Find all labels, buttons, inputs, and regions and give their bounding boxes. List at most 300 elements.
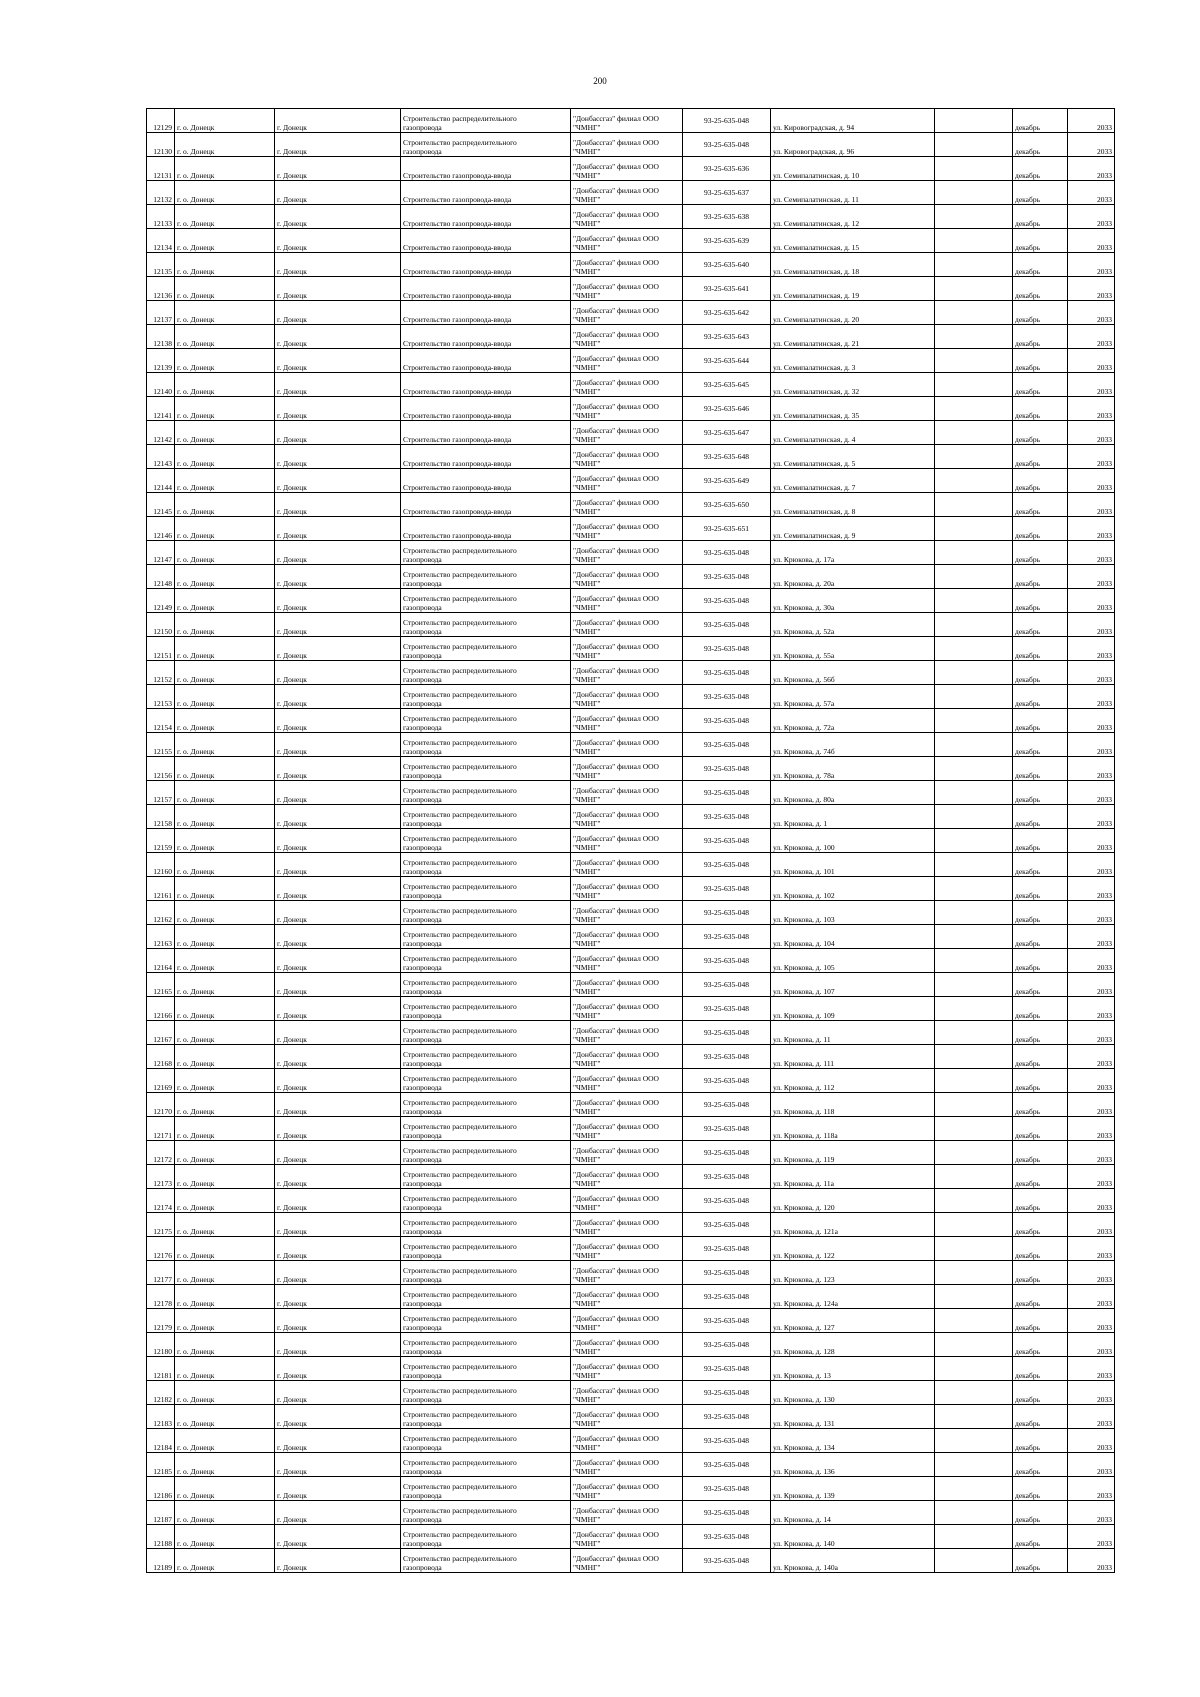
note-cell — [935, 1501, 1013, 1525]
year-cell: 2033 — [1068, 1261, 1115, 1285]
organization-cell — [571, 997, 683, 1021]
row-number-cell: 12157 — [147, 781, 175, 805]
year-cell: 2033 — [1068, 1453, 1115, 1477]
territory-cell: г. о. Донецк — [175, 1309, 275, 1333]
work-type-line: Строительство распределительного — [403, 1290, 517, 1299]
organization-line: "ЧМНГ" — [573, 1131, 601, 1140]
row-number-cell: 12187 — [147, 1501, 175, 1525]
organization-line: "Донбассгаз" филиал ООО — [573, 138, 659, 147]
organization-line: "ЧМНГ" — [573, 1419, 601, 1428]
organization-cell — [571, 277, 683, 301]
month-cell: декабрь — [1013, 637, 1068, 661]
territory-cell: г. о. Донецк — [175, 1381, 275, 1405]
year-cell: 2033 — [1068, 589, 1115, 613]
work-type-line: Строительство газопровода-ввода — [403, 267, 512, 276]
year-cell: 2033 — [1068, 1405, 1115, 1429]
organization-line: "ЧМНГ" — [573, 819, 601, 828]
code-cell: 93-25-635-048 — [683, 1237, 771, 1261]
organization-line: "Донбассгаз" филиал ООО — [573, 714, 659, 723]
work-type-line: газопровода — [403, 1035, 442, 1044]
organization-line: "ЧМНГ" — [573, 1347, 601, 1356]
row-number-cell: 12133 — [147, 205, 175, 229]
month-cell: декабрь — [1013, 685, 1068, 709]
table-row — [147, 1045, 1115, 1069]
work-type-line: Строительство распределительного — [403, 738, 517, 747]
locality-cell: г. Донецк — [275, 349, 401, 373]
year-cell: 2033 — [1068, 781, 1115, 805]
organization-cell — [571, 1285, 683, 1309]
locality-cell: г. Донецк — [275, 205, 401, 229]
row-number-cell: 12166 — [147, 997, 175, 1021]
code-cell: 93-25-635-048 — [683, 1309, 771, 1333]
address-cell: ул. Семипалатинская, д. 15 — [771, 229, 935, 253]
locality-cell: г. Донецк — [275, 1117, 401, 1141]
organization-line: "Донбассгаз" филиал ООО — [573, 234, 659, 243]
row-number-cell: 12159 — [147, 829, 175, 853]
work-type-line: газопровода — [403, 1419, 442, 1428]
row-number-cell: 12173 — [147, 1165, 175, 1189]
territory-cell: г. о. Донецк — [175, 445, 275, 469]
organization-cell — [571, 661, 683, 685]
work-type-line: газопровода — [403, 603, 442, 612]
row-number-cell: 12131 — [147, 157, 175, 181]
organization-line: "ЧМНГ" — [573, 699, 601, 708]
note-cell — [935, 229, 1013, 253]
address-cell: ул. Крюкова, д. 119 — [771, 1141, 935, 1165]
work-type-cell — [401, 901, 571, 925]
row-number-cell: 12134 — [147, 229, 175, 253]
work-type-cell — [401, 1021, 571, 1045]
organization-line: "Донбассгаз" филиал ООО — [573, 930, 659, 939]
territory-cell: г. о. Донецк — [175, 853, 275, 877]
note-cell — [935, 877, 1013, 901]
table-row — [147, 1021, 1115, 1045]
organization-line: "ЧМНГ" — [573, 987, 601, 996]
note-cell — [935, 133, 1013, 157]
row-number-cell: 12181 — [147, 1357, 175, 1381]
work-type-line: газопровода — [403, 1563, 442, 1572]
code-cell: 93-25-635-048 — [683, 901, 771, 925]
territory-cell: г. о. Донецк — [175, 1261, 275, 1285]
work-type-line: Строительство распределительного — [403, 642, 517, 651]
code-cell: 93-25-635-048 — [683, 781, 771, 805]
address-cell: ул. Крюкова, д. 124а — [771, 1285, 935, 1309]
code-cell: 93-25-635-048 — [683, 1501, 771, 1525]
work-type-cell — [401, 1501, 571, 1525]
organization-line: "ЧМНГ" — [573, 579, 601, 588]
locality-cell: г. Донецк — [275, 1213, 401, 1237]
row-number-cell: 12154 — [147, 709, 175, 733]
work-type-cell — [401, 877, 571, 901]
table-row — [147, 685, 1115, 709]
organization-cell — [571, 1309, 683, 1333]
address-cell: ул. Крюкова, д. 118а — [771, 1117, 935, 1141]
work-type-line: Строительство распределительного — [403, 1194, 517, 1203]
organization-cell — [571, 1501, 683, 1525]
organization-line: "Донбассгаз" филиал ООО — [573, 1530, 659, 1539]
organization-line: "Донбассгаз" филиал ООО — [573, 834, 659, 843]
note-cell — [935, 829, 1013, 853]
organization-line: "ЧМНГ" — [573, 219, 601, 228]
organization-cell — [571, 1021, 683, 1045]
work-type-cell — [401, 325, 571, 349]
note-cell — [935, 949, 1013, 973]
locality-cell: г. Донецк — [275, 709, 401, 733]
note-cell — [935, 1453, 1013, 1477]
organization-cell — [571, 973, 683, 997]
work-type-line: газопровода — [403, 1179, 442, 1188]
note-cell — [935, 709, 1013, 733]
work-type-line: газопровода — [403, 843, 442, 852]
row-number-cell: 12147 — [147, 541, 175, 565]
work-type-line: Строительство газопровода-ввода — [403, 411, 512, 420]
month-cell: декабрь — [1013, 229, 1068, 253]
code-cell: 93-25-635-638 — [683, 205, 771, 229]
organization-line: "ЧМНГ" — [573, 1467, 601, 1476]
month-cell: декабрь — [1013, 1261, 1068, 1285]
organization-line: "Донбассгаз" филиал ООО — [573, 1386, 659, 1395]
work-type-line: Строительство распределительного — [403, 1458, 517, 1467]
work-type-cell — [401, 1069, 571, 1093]
organization-cell — [571, 1429, 683, 1453]
organization-cell — [571, 301, 683, 325]
month-cell: декабрь — [1013, 661, 1068, 685]
month-cell: декабрь — [1013, 157, 1068, 181]
code-cell: 93-25-635-048 — [683, 1189, 771, 1213]
month-cell: декабрь — [1013, 1405, 1068, 1429]
organization-line: "Донбассгаз" филиал ООО — [573, 1146, 659, 1155]
organization-cell — [571, 1045, 683, 1069]
work-type-cell — [401, 1525, 571, 1549]
territory-cell: г. о. Донецк — [175, 1429, 275, 1453]
code-cell: 93-25-635-650 — [683, 493, 771, 517]
organization-cell — [571, 829, 683, 853]
work-type-cell — [401, 1261, 571, 1285]
work-type-cell — [401, 421, 571, 445]
locality-cell: г. Донецк — [275, 1165, 401, 1189]
locality-cell: г. Донецк — [275, 325, 401, 349]
work-type-cell — [401, 613, 571, 637]
organization-cell — [571, 541, 683, 565]
table-row — [147, 613, 1115, 637]
organization-line: "Донбассгаз" филиал ООО — [573, 906, 659, 915]
work-type-line: газопровода — [403, 795, 442, 804]
work-type-line: Строительство распределительного — [403, 1338, 517, 1347]
year-cell: 2033 — [1068, 733, 1115, 757]
organization-line: "Донбассгаз" филиал ООО — [573, 186, 659, 195]
locality-cell: г. Донецк — [275, 1381, 401, 1405]
organization-line: "ЧМНГ" — [573, 1443, 601, 1452]
table-row — [147, 469, 1115, 493]
organization-line: "Донбассгаз" филиал ООО — [573, 954, 659, 963]
code-cell: 93-25-635-048 — [683, 1285, 771, 1309]
organization-line: "ЧМНГ" — [573, 195, 601, 204]
work-type-cell — [401, 229, 571, 253]
work-type-cell — [401, 445, 571, 469]
address-cell: ул. Семипалатинская, д. 5 — [771, 445, 935, 469]
work-type-cell — [401, 1093, 571, 1117]
work-type-cell — [401, 541, 571, 565]
code-cell: 93-25-635-048 — [683, 1117, 771, 1141]
organization-cell — [571, 1141, 683, 1165]
table-row — [147, 277, 1115, 301]
organization-line: "ЧМНГ" — [573, 411, 601, 420]
table-row — [147, 133, 1115, 157]
territory-cell: г. о. Донецк — [175, 685, 275, 709]
row-number-cell: 12139 — [147, 349, 175, 373]
code-cell: 93-25-635-048 — [683, 853, 771, 877]
work-type-line: Строительство распределительного — [403, 882, 517, 891]
note-cell — [935, 1189, 1013, 1213]
code-cell: 93-25-635-048 — [683, 1405, 771, 1429]
code-cell: 93-25-635-646 — [683, 397, 771, 421]
territory-cell: г. о. Донецк — [175, 613, 275, 637]
address-cell: ул. Крюкова, д. 13 — [771, 1357, 935, 1381]
row-number-cell: 12138 — [147, 325, 175, 349]
work-type-line: Строительство распределительного — [403, 1386, 517, 1395]
note-cell — [935, 565, 1013, 589]
month-cell: декабрь — [1013, 181, 1068, 205]
locality-cell: г. Донецк — [275, 253, 401, 277]
row-number-cell: 12188 — [147, 1525, 175, 1549]
work-type-cell — [401, 205, 571, 229]
note-cell — [935, 253, 1013, 277]
organization-cell — [571, 685, 683, 709]
organization-line: "ЧМНГ" — [573, 123, 601, 132]
address-cell: ул. Крюкова, д. 102 — [771, 877, 935, 901]
month-cell: декабрь — [1013, 973, 1068, 997]
locality-cell: г. Донецк — [275, 589, 401, 613]
work-type-line: газопровода — [403, 1299, 442, 1308]
work-type-cell — [401, 517, 571, 541]
row-number-cell: 12163 — [147, 925, 175, 949]
year-cell: 2033 — [1068, 1429, 1115, 1453]
organization-line: "Донбассгаз" филиал ООО — [573, 282, 659, 291]
note-cell — [935, 685, 1013, 709]
month-cell: декабрь — [1013, 445, 1068, 469]
address-cell: ул. Крюкова, д. 55а — [771, 637, 935, 661]
address-cell: ул. Крюкова, д. 120 — [771, 1189, 935, 1213]
work-type-line: газопровода — [403, 123, 442, 132]
work-type-line: Строительство распределительного — [403, 114, 517, 123]
work-type-line: Строительство распределительного — [403, 1122, 517, 1131]
work-type-cell — [401, 925, 571, 949]
address-cell: ул. Крюкова, д. 100 — [771, 829, 935, 853]
organization-line: "Донбассгаз" филиал ООО — [573, 1410, 659, 1419]
organization-line: "Донбассгаз" филиал ООО — [573, 306, 659, 315]
note-cell — [935, 277, 1013, 301]
work-type-cell — [401, 733, 571, 757]
year-cell: 2033 — [1068, 1549, 1115, 1573]
organization-line: "ЧМНГ" — [573, 1323, 601, 1332]
address-cell: ул. Крюкова, д. 122 — [771, 1237, 935, 1261]
code-cell: 93-25-635-643 — [683, 325, 771, 349]
table-row — [147, 1117, 1115, 1141]
organization-line: "ЧМНГ" — [573, 1203, 601, 1212]
locality-cell: г. Донецк — [275, 637, 401, 661]
organization-line: "Донбассгаз" филиал ООО — [573, 114, 659, 123]
work-type-cell — [401, 589, 571, 613]
note-cell — [935, 733, 1013, 757]
month-cell: декабрь — [1013, 1549, 1068, 1573]
row-number-cell: 12141 — [147, 397, 175, 421]
locality-cell: г. Донецк — [275, 1453, 401, 1477]
year-cell: 2033 — [1068, 901, 1115, 925]
note-cell — [935, 1093, 1013, 1117]
territory-cell: г. о. Донецк — [175, 901, 275, 925]
work-type-line: Строительство газопровода-ввода — [403, 387, 512, 396]
organization-line: "ЧМНГ" — [573, 1491, 601, 1500]
month-cell: декабрь — [1013, 589, 1068, 613]
locality-cell: г. Донецк — [275, 445, 401, 469]
organization-line: "ЧМНГ" — [573, 459, 601, 468]
territory-cell: г. о. Донецк — [175, 565, 275, 589]
organization-line: "Донбассгаз" филиал ООО — [573, 594, 659, 603]
territory-cell: г. о. Донецк — [175, 1501, 275, 1525]
code-cell: 93-25-635-048 — [683, 949, 771, 973]
territory-cell: г. о. Донецк — [175, 1165, 275, 1189]
month-cell: декабрь — [1013, 1165, 1068, 1189]
work-type-line: Строительство распределительного — [403, 930, 517, 939]
row-number-cell: 12172 — [147, 1141, 175, 1165]
work-type-cell — [401, 1237, 571, 1261]
organization-cell — [571, 1165, 683, 1189]
table-row — [147, 421, 1115, 445]
year-cell: 2033 — [1068, 1477, 1115, 1501]
organization-line: "ЧМНГ" — [573, 291, 601, 300]
work-type-cell — [401, 349, 571, 373]
note-cell — [935, 181, 1013, 205]
territory-cell: г. о. Донецк — [175, 1141, 275, 1165]
table-row — [147, 1261, 1115, 1285]
row-number-cell: 12153 — [147, 685, 175, 709]
locality-cell: г. Донецк — [275, 973, 401, 997]
row-number-cell: 12178 — [147, 1285, 175, 1309]
table-row — [147, 565, 1115, 589]
address-cell: ул. Крюкова, д. 134 — [771, 1429, 935, 1453]
year-cell: 2033 — [1068, 301, 1115, 325]
table-row — [147, 1237, 1115, 1261]
work-type-cell — [401, 1141, 571, 1165]
organization-line: "ЧМНГ" — [573, 939, 601, 948]
organization-cell — [571, 1381, 683, 1405]
organization-cell — [571, 109, 683, 133]
work-type-line: Строительство распределительного — [403, 954, 517, 963]
work-type-cell — [401, 1453, 571, 1477]
work-type-line: Строительство распределительного — [403, 594, 517, 603]
code-cell: 93-25-635-048 — [683, 1381, 771, 1405]
code-cell: 93-25-635-048 — [683, 1069, 771, 1093]
organization-line: "Донбассгаз" филиал ООО — [573, 330, 659, 339]
organization-line: "ЧМНГ" — [573, 1107, 601, 1116]
organization-line: "Донбассгаз" филиал ООО — [573, 1506, 659, 1515]
work-type-cell — [401, 1429, 571, 1453]
organization-cell — [571, 493, 683, 517]
year-cell: 2033 — [1068, 1237, 1115, 1261]
work-type-line: газопровода — [403, 1227, 442, 1236]
address-cell: ул. Крюкова, д. 30а — [771, 589, 935, 613]
territory-cell: г. о. Донецк — [175, 541, 275, 565]
territory-cell: г. о. Донецк — [175, 469, 275, 493]
locality-cell: г. Донецк — [275, 949, 401, 973]
territory-cell: г. о. Донецк — [175, 1093, 275, 1117]
month-cell: декабрь — [1013, 493, 1068, 517]
organization-cell — [571, 757, 683, 781]
locality-cell: г. Донецк — [275, 1501, 401, 1525]
code-cell: 93-25-635-636 — [683, 157, 771, 181]
year-cell: 2033 — [1068, 349, 1115, 373]
row-number-cell: 12168 — [147, 1045, 175, 1069]
year-cell: 2033 — [1068, 877, 1115, 901]
address-cell: ул. Крюкова, д. 11 — [771, 1021, 935, 1045]
table-row — [147, 1189, 1115, 1213]
work-type-line: газопровода — [403, 1443, 442, 1452]
code-cell: 93-25-635-048 — [683, 709, 771, 733]
table-row — [147, 181, 1115, 205]
note-cell — [935, 1045, 1013, 1069]
organization-cell — [571, 157, 683, 181]
table-row — [147, 949, 1115, 973]
table-row — [147, 397, 1115, 421]
year-cell: 2033 — [1068, 1357, 1115, 1381]
work-type-line: Строительство распределительного — [403, 1218, 517, 1227]
row-number-cell: 12189 — [147, 1549, 175, 1573]
organization-line: "ЧМНГ" — [573, 1539, 601, 1548]
organization-line: "ЧМНГ" — [573, 867, 601, 876]
territory-cell: г. о. Донецк — [175, 637, 275, 661]
year-cell: 2033 — [1068, 1285, 1115, 1309]
row-number-cell: 12129 — [147, 109, 175, 133]
organization-cell — [571, 1117, 683, 1141]
organization-line: "ЧМНГ" — [573, 147, 601, 156]
code-cell: 93-25-635-048 — [683, 733, 771, 757]
table-row — [147, 253, 1115, 277]
month-cell: декабрь — [1013, 1477, 1068, 1501]
organization-line: "Донбассгаз" филиал ООО — [573, 1554, 659, 1563]
month-cell: декабрь — [1013, 901, 1068, 925]
year-cell: 2033 — [1068, 397, 1115, 421]
locality-cell: г. Донецк — [275, 733, 401, 757]
table-row — [147, 1429, 1115, 1453]
month-cell: декабрь — [1013, 805, 1068, 829]
row-number-cell: 12137 — [147, 301, 175, 325]
territory-cell: г. о. Донецк — [175, 1549, 275, 1573]
locality-cell: г. Донецк — [275, 1357, 401, 1381]
work-type-line: газопровода — [403, 1155, 442, 1164]
locality-cell: г. Донецк — [275, 1045, 401, 1069]
work-type-cell — [401, 1165, 571, 1189]
territory-cell: г. о. Донецк — [175, 421, 275, 445]
work-type-line: газопровода — [403, 1539, 442, 1548]
row-number-cell: 12184 — [147, 1429, 175, 1453]
work-type-line: Строительство распределительного — [403, 786, 517, 795]
organization-line: "ЧМНГ" — [573, 483, 601, 492]
code-cell: 93-25-635-048 — [683, 1045, 771, 1069]
work-type-line: Строительство распределительного — [403, 1170, 517, 1179]
note-cell — [935, 805, 1013, 829]
row-number-cell: 12130 — [147, 133, 175, 157]
organization-cell — [571, 565, 683, 589]
organization-cell — [571, 613, 683, 637]
address-cell: ул. Крюкова, д. 74б — [771, 733, 935, 757]
work-type-line: Строительство распределительного — [403, 1266, 517, 1275]
table-row — [147, 229, 1115, 253]
month-cell: декабрь — [1013, 469, 1068, 493]
table-row — [147, 709, 1115, 733]
year-cell: 2033 — [1068, 853, 1115, 877]
table-row — [147, 493, 1115, 517]
address-cell: ул. Семипалатинская, д. 35 — [771, 397, 935, 421]
